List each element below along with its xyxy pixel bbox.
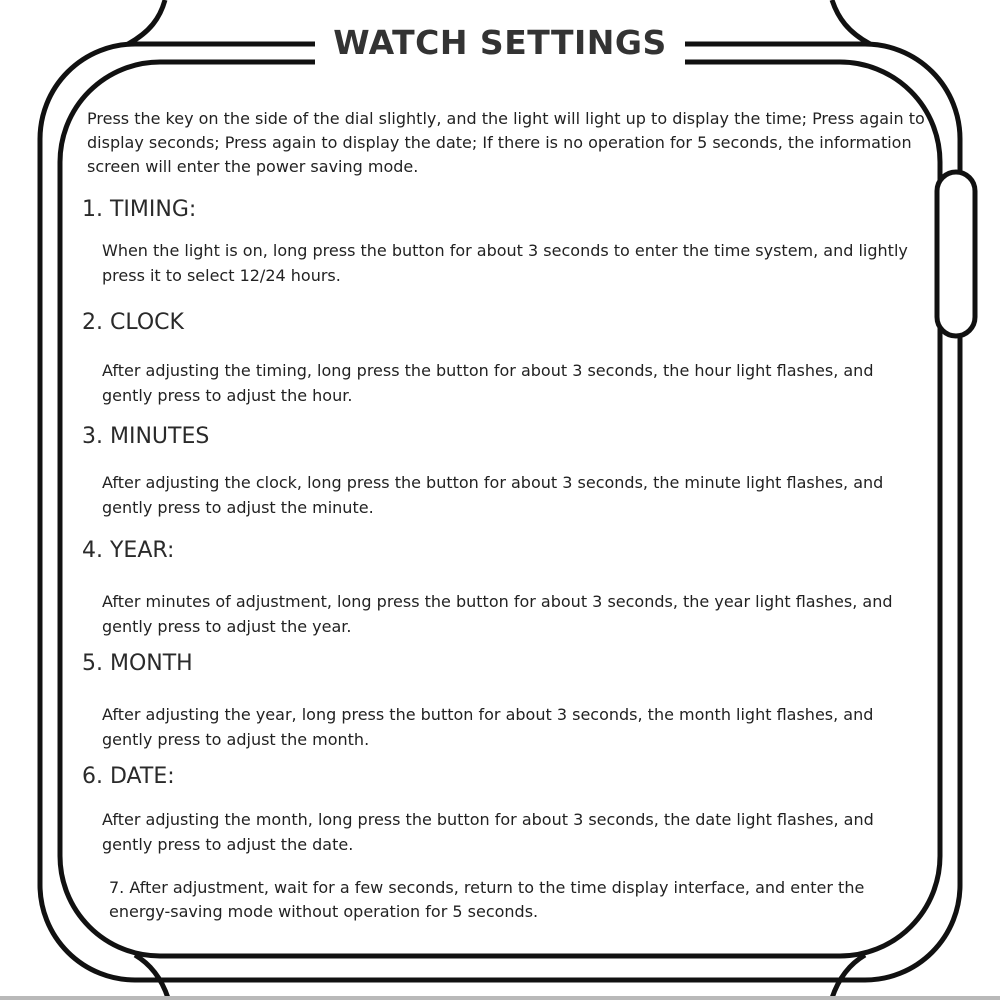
bottom-right-strap-curve <box>832 955 865 998</box>
section-heading-clock: 2. CLOCK <box>82 310 184 335</box>
section-text-clock: After adjusting the timing, long press the button for about 3 seconds, the hour light flashes, and gently press to adjust the hour. <box>102 361 874 405</box>
section-text-timing: When the light is on, long press the button for about 3 seconds to enter the time system, and lightly press it to select 12/24 hours. <box>102 241 908 285</box>
section-text-month: After adjusting the year, long press the button for about 3 seconds, the month light flashes, and gently press to adjust the month. <box>102 705 874 749</box>
top-left-strap-curve <box>128 0 165 44</box>
section-heading-minutes: 3. MINUTES <box>82 424 210 449</box>
bottom-edge-band <box>0 996 1000 1000</box>
section-heading-timing: 1. TIMING: <box>82 197 197 222</box>
section-text-year: After minutes of adjustment, long press the button for about 3 seconds, the year light flashes, and gently press to adjust the year. <box>102 592 893 636</box>
section-heading-date: 6. DATE: <box>82 764 175 789</box>
intro-paragraph: Press the key on the side of the dial slightly, and the light will light up to display the time; Press again to display seconds; Press again to display the date; If there is no operation for 5 seconds, the information screen will enter the power saving mode. <box>87 109 925 176</box>
page-title: WATCH SETTINGS <box>315 20 685 70</box>
final-note: 7. After adjustment, wait for a few seconds, return to the time display interface, and enter the energy-saving mode without operation for 5 seconds. <box>109 878 865 921</box>
section-text-minutes: After adjusting the clock, long press the button for about 3 seconds, the minute light flashes, and gently press to adjust the minute. <box>102 473 884 517</box>
section-heading-year: 4. YEAR: <box>82 538 175 563</box>
bottom-left-strap-curve <box>135 955 168 998</box>
watch-crown-button <box>937 172 975 336</box>
section-text-date: After adjusting the month, long press the button for about 3 seconds, the date light flashes, and gently press to adjust the date. <box>102 810 874 854</box>
section-heading-month: 5. MONTH <box>82 651 193 676</box>
top-right-strap-curve <box>832 0 870 44</box>
